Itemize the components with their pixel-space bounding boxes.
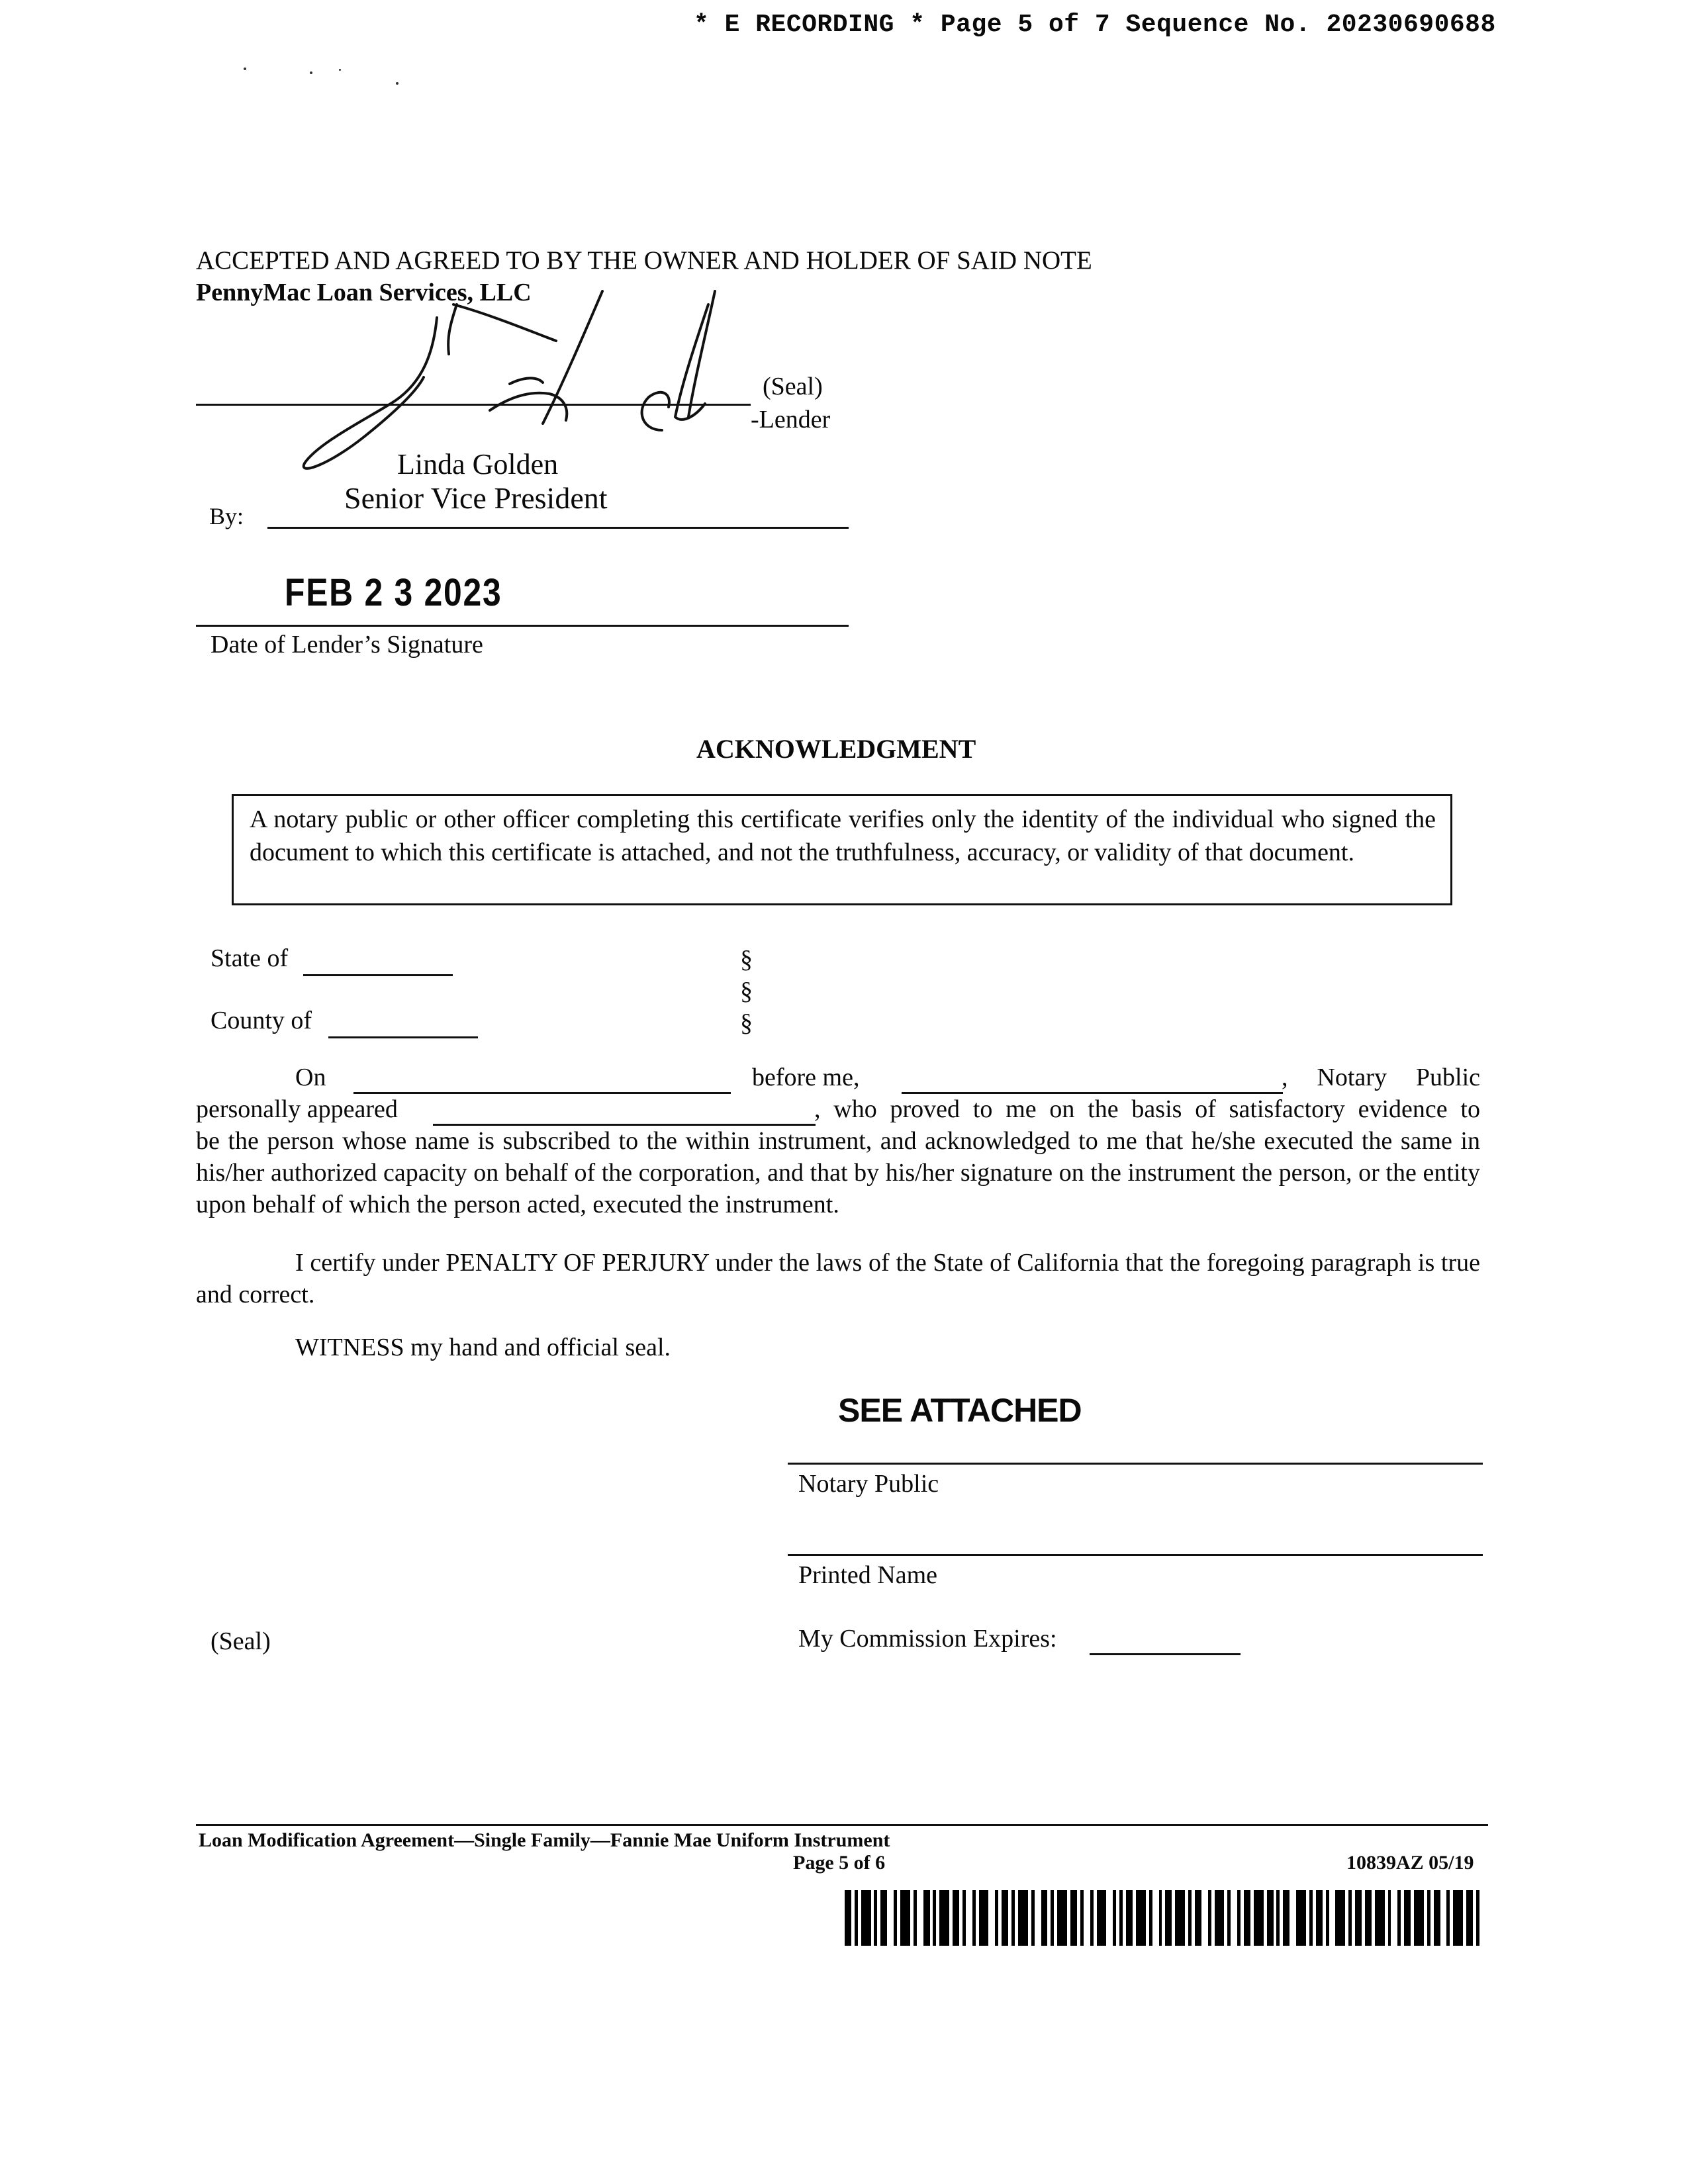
barcode-gap <box>1106 1890 1113 1946</box>
footer-form-title: Loan Modification Agreement—Single Family—Fannie Mae Uniform Instrument <box>199 1829 890 1851</box>
barcode-bar <box>1335 1890 1345 1946</box>
barcode-bar <box>923 1890 930 1946</box>
barcode-gap <box>1289 1890 1296 1946</box>
signer-name: Linda Golden <box>397 448 559 480</box>
barcode-bar <box>1267 1890 1274 1946</box>
section-symbol: § <box>740 1009 753 1037</box>
handwritten-signature <box>291 278 755 477</box>
notary-public-label: Notary Public <box>798 1470 939 1498</box>
notice-box <box>232 794 1452 905</box>
printed-name-line <box>788 1554 1483 1556</box>
barcode-bar <box>1126 1890 1133 1946</box>
p2-certify: I certify under PENALTY OF PERJURY under the laws of the State of California that the foregoing paragraph is true and correct. <box>196 1249 1480 1308</box>
barcode-bar <box>1002 1890 1008 1946</box>
barcode-bar <box>1296 1890 1306 1946</box>
notary-signature-line <box>788 1463 1483 1465</box>
p1-personally-appeared: personally appeared <box>196 1095 398 1123</box>
barcode-bar <box>1434 1890 1440 1946</box>
barcode-bar <box>1165 1890 1172 1946</box>
barcode-bar <box>1254 1890 1264 1946</box>
p1-before-me: before me, <box>752 1064 860 1091</box>
barcode-bar <box>1070 1890 1077 1946</box>
barcode-bar <box>880 1890 887 1946</box>
p1-who-proved: , who proved to me on the basis of satisfactory evidence to <box>814 1095 1480 1123</box>
state-blank <box>303 974 453 976</box>
barcode-bar <box>1195 1890 1201 1946</box>
commission-label: My Commission Expires: <box>798 1625 1057 1653</box>
barcode-gap <box>966 1890 972 1946</box>
state-label: State of <box>211 944 289 972</box>
barcode-bar <box>979 1890 989 1946</box>
barcode-bar <box>939 1890 949 1946</box>
barcode-bar <box>1018 1890 1028 1946</box>
barcode-gap <box>1152 1890 1159 1946</box>
lender-name: PennyMac Loan Services, LLC <box>196 279 532 306</box>
barcode-gap <box>1035 1890 1041 1946</box>
footer-page-label: Page 5 of 6 <box>793 1852 886 1874</box>
barcode-gap <box>887 1890 894 1946</box>
date-blank <box>353 1092 731 1094</box>
footer-form-code: 10839AZ 05/19 <box>1346 1852 1474 1874</box>
by-label: By: <box>209 503 244 529</box>
p1-notary-public: , Notary Public <box>1282 1064 1480 1091</box>
barcode-bar <box>1466 1890 1473 1946</box>
barcode-bar <box>953 1890 959 1946</box>
barcode-bar <box>1097 1890 1107 1946</box>
scan-speck <box>339 69 341 71</box>
date-label: Date of Lender’s Signature <box>211 631 483 659</box>
date-stamp: FEB 2 3 2023 <box>285 571 502 614</box>
seal-label: (Seal) <box>763 373 823 400</box>
barcode-gap <box>917 1890 923 1946</box>
signer-title: Senior Vice President <box>344 481 608 515</box>
scan-speck <box>310 71 312 74</box>
date-line <box>196 625 849 627</box>
barcode-bar <box>1244 1890 1250 1946</box>
p1-rest: be the person whose name is subscribed to the within instrument, and acknowledged to me that he/she executed the same in his/her authorized capacity on behalf of the corporation, and that by his/her signature on the instrument the person, or the entity upon behalf of which the person acted, executed the instrument. <box>196 1127 1480 1218</box>
barcode-bar <box>1453 1890 1463 1946</box>
barcode-bar <box>1316 1890 1323 1946</box>
barcode-gap <box>1231 1890 1237 1946</box>
barcode-bar <box>1375 1890 1385 1946</box>
p3-witness: WITNESS my hand and official seal. <box>295 1334 671 1361</box>
barcode-bar <box>1404 1890 1411 1946</box>
barcode-gap <box>1084 1890 1090 1946</box>
barcode <box>845 1890 1487 1946</box>
barcode-bar <box>845 1890 851 1946</box>
by-line <box>267 527 849 529</box>
acknowledgment-title: ACKNOWLEDGMENT <box>696 734 976 764</box>
barcode-bar <box>1136 1890 1146 1946</box>
barcode-gap <box>1479 1890 1486 1946</box>
commission-blank <box>1090 1653 1241 1655</box>
barcode-bar <box>1414 1890 1424 1946</box>
barcode-gap <box>988 1890 995 1946</box>
lender-label: -Lender <box>751 406 831 433</box>
barcode-bar <box>1365 1890 1372 1946</box>
notice-text: A notary public or other officer completing this certificate verifies only the identity of the individual who signed the document to which this certificate is attached, and not the truthfulness, accuracy, or validity of that document. <box>250 805 1436 866</box>
barcode-bar <box>1283 1890 1289 1946</box>
barcode-bar <box>900 1890 910 1946</box>
printed-name-label: Printed Name <box>798 1561 938 1589</box>
barcode-bar <box>1215 1890 1225 1946</box>
barcode-bar <box>861 1890 871 1946</box>
barcode-bar <box>1355 1890 1362 1946</box>
footer-rule <box>196 1824 1488 1826</box>
barcode-bar <box>1057 1890 1067 1946</box>
barcode-gap <box>1201 1890 1208 1946</box>
see-attached-stamp: SEE ATTACHED <box>838 1392 1082 1429</box>
section-symbol: § <box>740 946 753 974</box>
barcode-bar <box>1175 1890 1185 1946</box>
barcode-gap <box>1329 1890 1336 1946</box>
barcode-gap <box>1391 1890 1397 1946</box>
county-blank <box>328 1036 478 1038</box>
acceptance-heading: ACCEPTED AND AGREED TO BY THE OWNER AND HOLDER OF SAID NOTE <box>196 246 1092 275</box>
scan-speck <box>244 68 246 70</box>
county-label: County of <box>211 1007 312 1034</box>
notary-seal-label: (Seal) <box>211 1627 271 1655</box>
recording-header: * E RECORDING * Page 5 of 7 Sequence No. 20230690688 <box>694 11 1496 39</box>
section-symbol: § <box>740 978 753 1005</box>
scan-speck <box>396 82 399 85</box>
barcode-bar <box>1041 1890 1048 1946</box>
p1-on: On <box>295 1064 326 1091</box>
barcode-gap <box>1440 1890 1447 1946</box>
